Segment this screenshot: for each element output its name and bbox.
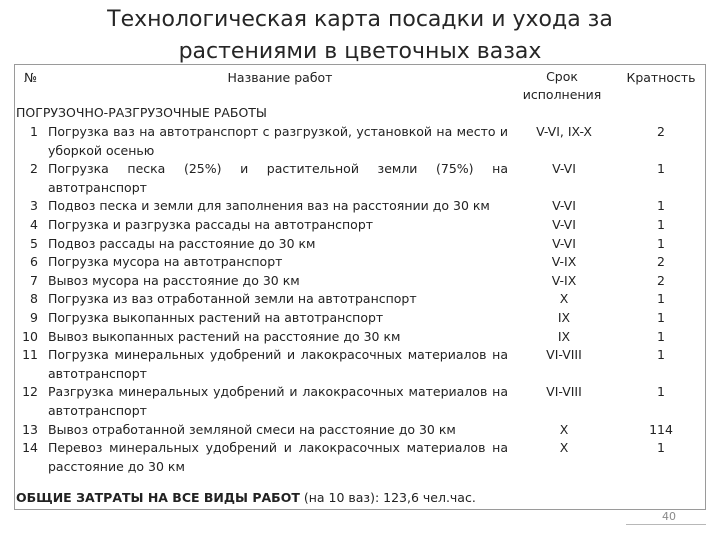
row-number: 9 [30,309,38,325]
row-term: V-VI, IX-X [536,124,592,139]
table-row [16,160,706,197]
header-term-line-1: Срок [546,69,578,84]
row-work-name: Вывоз выкопанных растений на расстояние до 30 км [48,328,401,344]
row-number: 11 [22,347,38,363]
row-work-name: Разгрузка минеральных удобрений и лакокрасочных материалов на автотранспорт [48,384,508,418]
table-row [16,197,706,216]
table-row [16,309,706,328]
row-work-name: Погрузка песка (25%) и растительной земли (75%) на автотранспорт [48,161,508,195]
header-work-name: Название работ [227,70,333,85]
row-term: IX [557,328,571,344]
row-term: V-IX [551,254,577,270]
row-term: V-VI [552,235,576,251]
table-row [16,123,706,160]
row-work-name: Перевоз минеральных удобрений и лакокрасочных материалов на расстояние до 30 км [48,440,508,474]
row-number: 2 [30,161,38,177]
header-term-line-2: исполнения [522,87,602,102]
total-detail: (на 10 ваз): 123,6 чел.час. [299,490,476,505]
header-multiplicity: Кратность [626,70,696,85]
table-row [16,290,706,309]
page-number: 40 [662,510,676,523]
row-multiplicity: 1 [657,347,665,363]
title-line-1: Технологическая карта посадки и ухода за [107,7,613,32]
row-multiplicity: 1 [657,161,665,177]
row-work-name: Погрузка ваз на автотранспорт с разгрузкой, установкой на место и уборкой осенью [48,124,508,158]
row-number: 5 [30,235,38,251]
title-line-2: растениями в цветочных вазах [178,39,542,64]
row-number: 7 [30,272,38,288]
header-number: № [24,70,38,85]
row-multiplicity: 1 [657,309,665,325]
table-row [16,421,706,440]
row-term: X [559,291,569,307]
row-work-name: Погрузка минеральных удобрений и лакокрасочных материалов на автотранспорт [48,347,508,381]
table-row [16,216,706,235]
row-multiplicity: 2 [657,254,665,270]
table-row [16,272,706,291]
row-work-name: Погрузка из ваз отработанной земли на автотранспорт [48,291,417,307]
table-row [16,253,706,272]
total-costs [16,490,476,505]
row-number: 3 [30,198,38,214]
row-multiplicity: 2 [657,124,665,139]
row-work-name: Погрузка и разгрузка рассады на автотранспорт [48,216,374,232]
row-multiplicity: 1 [657,235,665,251]
page-number-underline [626,524,706,525]
row-work-name: Вывоз мусора на расстояние до 30 км [48,272,300,288]
header-term [516,68,608,104]
table-row [16,346,706,383]
table-row [16,383,706,420]
page-title [0,4,720,68]
total-label: ОБЩИЕ ЗАТРАТЫ НА ВСЕ ВИДЫ РАБОТ [16,490,300,505]
row-term: X [559,421,569,437]
row-number: 6 [30,254,38,270]
row-work-name: Подвоз рассады на расстояние до 30 км [48,235,316,251]
row-number: 13 [22,421,38,437]
row-multiplicity: 1 [657,198,665,214]
row-number: 1 [30,124,38,139]
row-multiplicity: 1 [657,328,665,344]
row-multiplicity: 1 [657,440,665,456]
row-multiplicity: 1 [657,291,665,307]
row-multiplicity: 1 [657,384,665,400]
row-work-name: Вывоз отработанной земляной смеси на расстояние до 30 км [48,421,456,437]
row-term: V-IX [551,272,577,288]
table-row [16,235,706,254]
row-work-name: Подвоз песка и земли для заполнения ваз на расстоянии до 30 км [48,198,490,214]
row-work-name: Погрузка выкопанных растений на автотранспорт [48,309,384,325]
table-row [16,439,706,476]
row-multiplicity: 1 [657,216,665,232]
row-term: V-VI [552,216,576,232]
row-number: 14 [22,440,38,456]
row-term: V-VI [552,198,576,214]
table-rows [16,123,706,476]
row-term: IX [557,309,571,325]
table-row [16,328,706,347]
row-number: 8 [30,291,38,307]
row-number: 12 [22,384,38,400]
row-number: 4 [30,216,38,232]
row-multiplicity: 114 [649,421,673,437]
row-work-name: Погрузка мусора на автотранспорт [48,254,283,270]
row-term: VI-VIII [546,347,582,363]
row-number: 10 [22,328,38,344]
row-term: VI-VIII [546,384,582,400]
row-term: V-VI [552,161,576,177]
row-multiplicity: 2 [657,272,665,288]
row-term: X [559,440,569,456]
section-title: ПОГРУЗОЧНО-РАЗГРУЗОЧНЫЕ РАБОТЫ [16,105,267,120]
